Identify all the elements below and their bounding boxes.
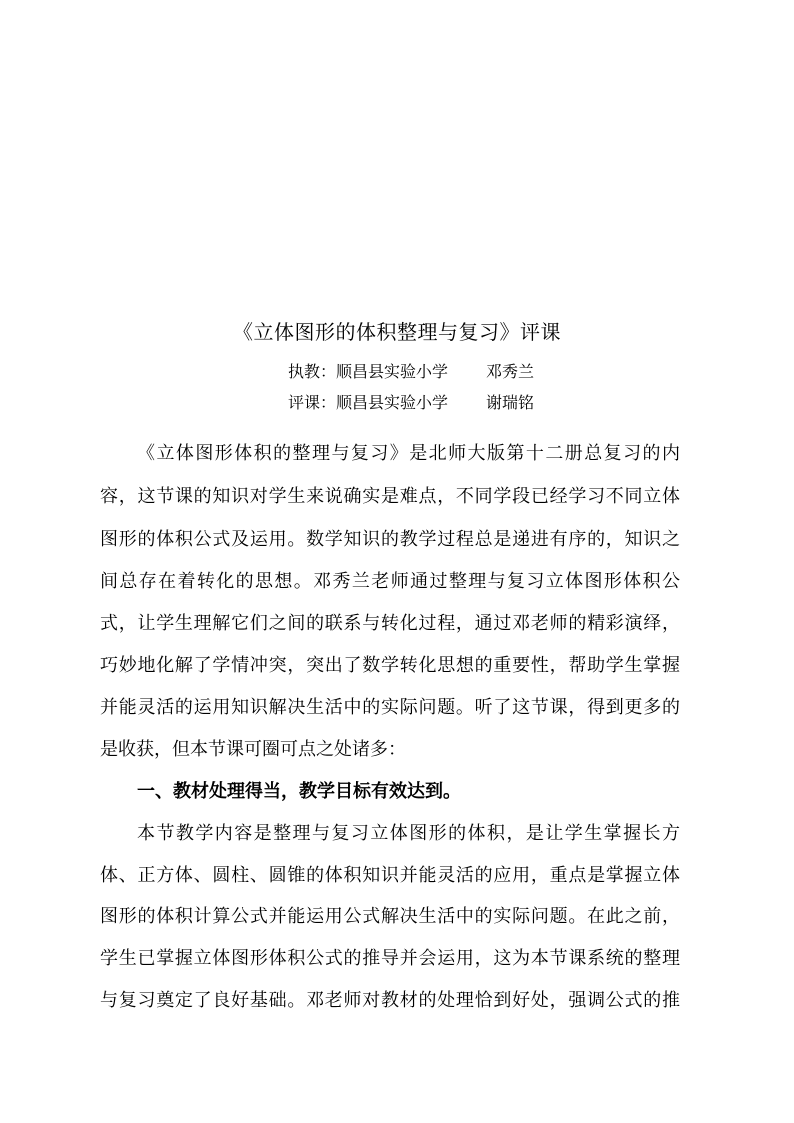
paragraph-line: 巧妙地化解了学情冲突，突出了数学转化思想的重要性，帮助学生掌握 xyxy=(100,655,680,676)
reviewer-byline xyxy=(288,392,534,414)
reviewer-role: 评课：顺昌县实验小学 xyxy=(288,393,449,412)
paragraph-line: 图形的体积公式及运用。数学知识的教学过程总是递进有序的，知识之 xyxy=(100,529,680,550)
teacher-role: 执教：顺昌县实验小学 xyxy=(288,362,449,381)
paragraph-line: 容，这节课的知识对学生来说确实是难点，不同学段已经学习不同立体 xyxy=(100,486,680,507)
reviewer-name: 谢瑞铭 xyxy=(486,393,535,412)
paragraph-line: 体、正方体、圆柱、圆锥的体积知识并能灵活的应用，重点是掌握立体 xyxy=(100,865,680,886)
teacher-byline xyxy=(288,361,534,383)
paragraph-line: 式，让学生理解它们之间的联系与转化过程，通过邓老师的精彩演绎， xyxy=(100,613,680,634)
paragraph-line: 与复习奠定了良好基础。邓老师对教材的处理恰到好处，强调公式的推 xyxy=(100,990,680,1011)
paragraph-line: 本节教学内容是整理与复习立体图形的体积，是让学生掌握长方 xyxy=(137,823,680,844)
paragraph-line: 《立体图形体积的整理与复习》是北师大版第十二册总复习的内 xyxy=(137,443,680,464)
section-heading: 一、教材处理得当，教学目标有效达到。 xyxy=(137,781,461,802)
paragraph-line: 间总存在着转化的思想。邓秀兰老师通过整理与复习立体图形体积公 xyxy=(100,571,680,592)
paragraph-line: 图形的体积计算公式并能运用公式解决生活中的实际问题。在此之前， xyxy=(100,906,680,927)
paragraph-line: 并能灵活的运用知识解决生活中的实际问题。听了这节课，得到更多的 xyxy=(100,697,680,718)
paragraph-line: 是收获，但本节课可圈可点之处诸多： xyxy=(100,739,406,760)
document-title: 《立体图形的体积整理与复习》评课 xyxy=(233,320,561,344)
teacher-name: 邓秀兰 xyxy=(486,362,535,381)
paragraph-line: 学生已掌握立体图形体积公式的推导并会运用，这为本节课系统的整理 xyxy=(100,948,680,969)
